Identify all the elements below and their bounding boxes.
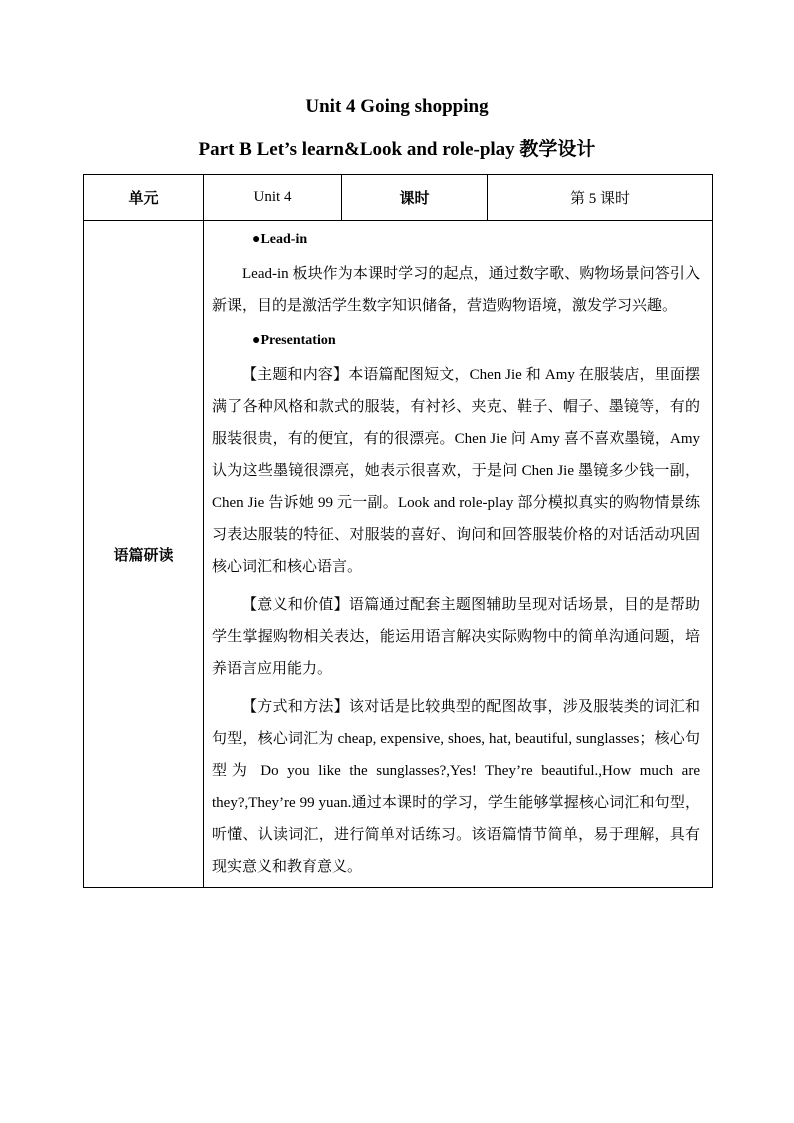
- period-value-cell: 第 5 课时: [488, 175, 713, 221]
- method-paragraph: 【方式和方法】该对话是比较典型的配图故事，涉及服装类的词汇和句型，核心词汇为 cheap, expensive, shoes, hat, beautiful, sunglasses；核心句型为 Do you like the sunglasses?,Yes! They’re beautiful.,How much are they?,They’re 99 yuan.通过本课时的学习，学生能够掌握核心词汇和句型，听懂、认读词汇，进行简单对话练习。该语篇情节简单，易于理解，具有现实意义和教育意义。: [212, 699, 700, 875]
- unit-label-cell: 单元: [84, 175, 204, 221]
- period-label-cell: 课时: [342, 175, 488, 221]
- document-title: Unit 4 Going shopping: [305, 96, 489, 117]
- lesson-design-table: [83, 174, 713, 888]
- meaning-value-paragraph: 【意义和价值】语篇通过配套主题图辅助呈现对话场景，目的是帮助学生掌握购物相关表达，能运用语言解决实际购物中的简单沟通问题，培养语言应用能力。: [212, 597, 700, 677]
- section-content-cell: [204, 221, 713, 888]
- table-body-row: [84, 221, 713, 888]
- presentation-heading: ●Presentation: [252, 333, 336, 348]
- table-header-row: [84, 175, 713, 221]
- document-subtitle: Part B Let’s learn&Look and role-play 教学设计: [198, 139, 596, 160]
- theme-content-paragraph: 【主题和内容】本语篇配图短文，Chen Jie 和 Amy 在服装店，里面摆满了各种风格和款式的服装，有衬衫、夹克、鞋子、帽子、墨镜等，有的服装很贵，有的便宜，有的很漂亮。Chen Jie 问 Amy 喜不喜欢墨镜，Amy 认为这些墨镜很漂亮，她表示很喜欢，于是问 Chen Jie 墨镜多少钱一副，Chen Jie 告诉她 99 元一副。Look and role-play 部分模拟真实的购物情景练习表达服装的特征、对服装的喜好、询问和回答服装价格的对话活动巩固核心词汇和核心语言。: [212, 367, 700, 575]
- leadin-paragraph: Lead-in 板块作为本课时学习的起点，通过数字歌、购物场景问答引入新课，目的是激活学生数字知识储备，营造购物语境，激发学习兴趣。: [212, 266, 700, 314]
- leadin-heading: ●Lead-in: [252, 232, 308, 247]
- section-label-cell: 语篇研读: [84, 221, 204, 888]
- unit-value-cell: Unit 4: [204, 175, 342, 221]
